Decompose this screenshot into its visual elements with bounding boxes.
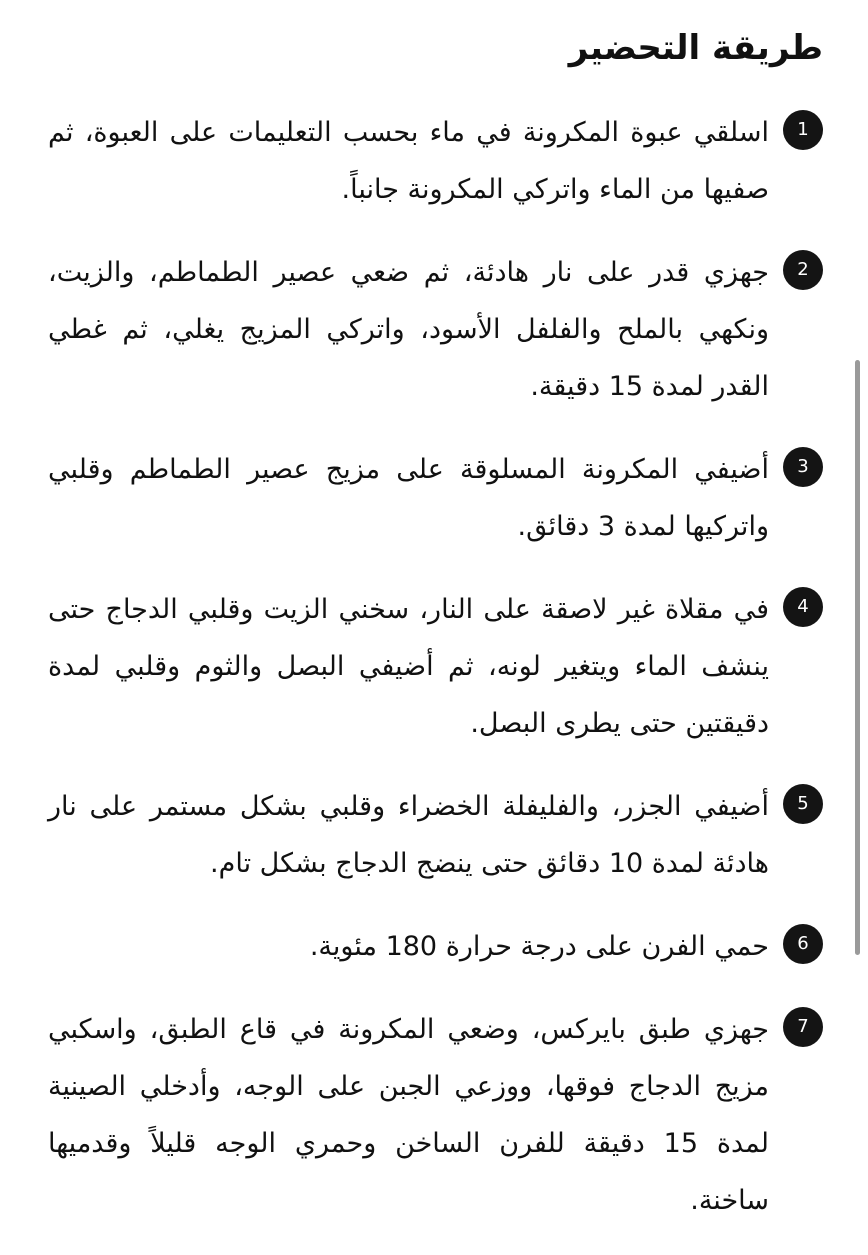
step-text: أضيفي الجزر، والفليفلة الخضراء وقلبي بشكل مستمر على نار هادئة لمدة 10 دقائق حتى ينضج الدجاج بشكل تام. — [48, 791, 769, 879]
step-item-6 — [48, 918, 823, 975]
steps-list — [48, 104, 823, 1255]
step-number-badge: 7 — [783, 1007, 823, 1047]
step-item-1 — [48, 104, 823, 218]
step-text: اسلقي عبوة المكرونة في ماء بحسب التعليمات على العبوة، ثم صفيها من الماء واتركي المكرونة جانباً. — [48, 117, 769, 205]
step-item-5 — [48, 778, 823, 892]
step-item-3 — [48, 441, 823, 555]
step-text: جهزي قدر على نار هادئة، ثم ضعي عصير الطماطم، والزيت، ونكهي بالملح والفلفل الأسود، واتركي المزيج يغلي، ثم غطي القدر لمدة 15 دقيقة. — [48, 257, 769, 402]
step-number-badge: 2 — [783, 250, 823, 290]
step-text: أضيفي المكرونة المسلوقة على مزيج عصير الطماطم وقلبي واتركيها لمدة 3 دقائق. — [48, 454, 769, 542]
scrollbar-thumb[interactable] — [855, 360, 860, 955]
step-item-4 — [48, 581, 823, 752]
step-number-badge: 4 — [783, 587, 823, 627]
step-text: حمي الفرن على درجة حرارة 180 مئوية. — [309, 931, 769, 962]
step-item-7 — [48, 1001, 823, 1229]
step-number-badge: 5 — [783, 784, 823, 824]
step-text: في مقلاة غير لاصقة على النار، سخني الزيت وقلبي الدجاج حتى ينشف الماء ويتغير لونه، ثم أضيفي البصل والثوم وقلبي لمدة دقيقتين حتى يطرى البصل. — [48, 594, 769, 739]
step-text: جهزي طبق بايركس، وضعي المكرونة في قاع الطبق، واسكبي مزيج الدجاج فوقها، ووزعي الجبن على الوجه، وأدخلي الصينية لمدة 15 دقيقة للفرن الساخن وحمري الوجه قليلاً وقدميها ساخنة. — [48, 1014, 769, 1216]
step-number-badge: 6 — [783, 924, 823, 964]
step-number-badge: 1 — [783, 110, 823, 150]
page-title: طريقة التحضير — [568, 28, 823, 68]
step-number-badge: 3 — [783, 447, 823, 487]
step-item-2 — [48, 244, 823, 415]
